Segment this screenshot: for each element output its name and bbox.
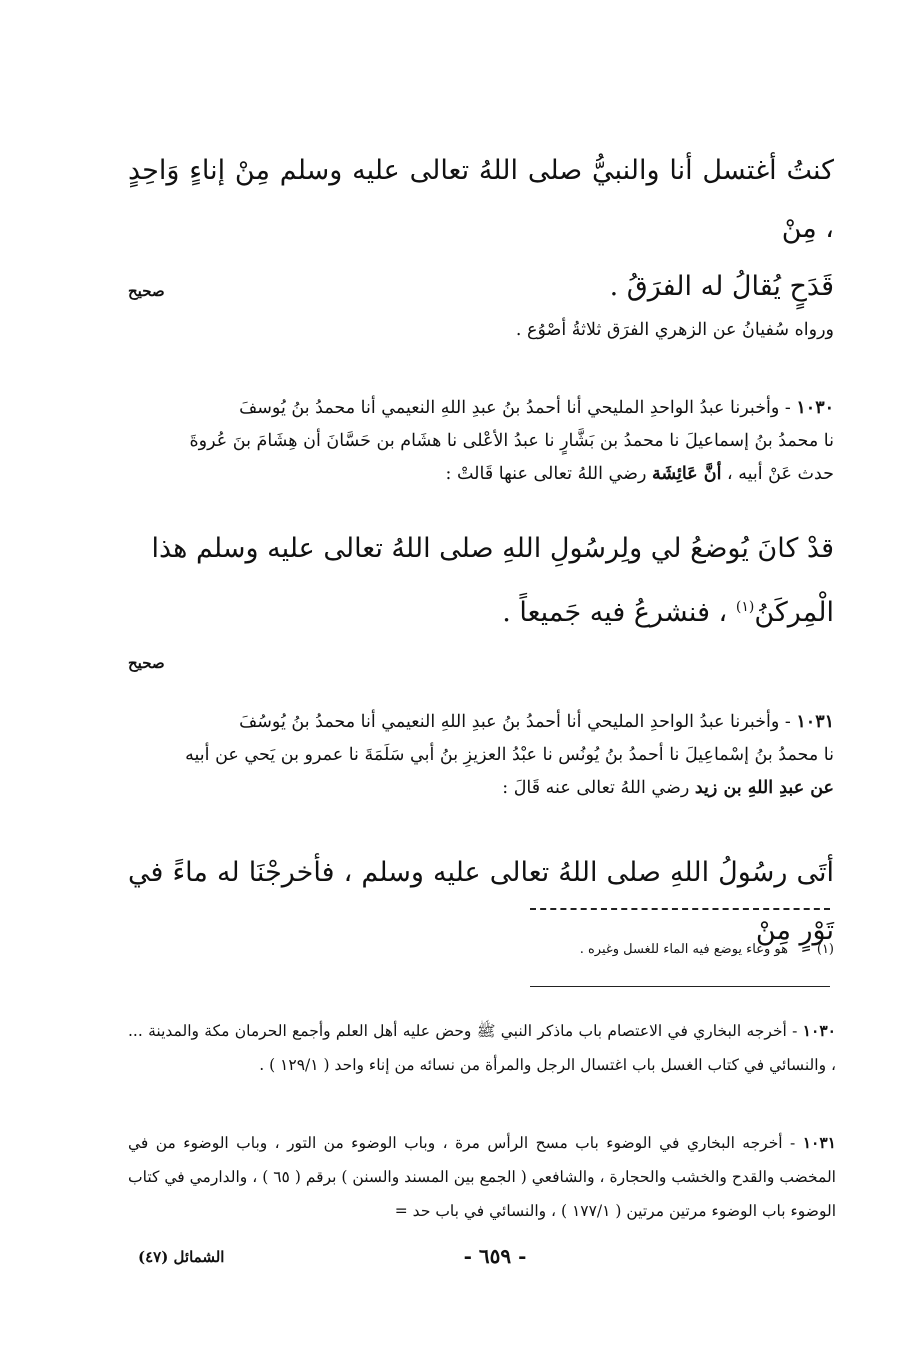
book-title: الشمائل (٤٧) [138, 1248, 225, 1266]
chain-line [128, 706, 834, 739]
footnote-number: (١) [816, 942, 834, 957]
footnote [128, 938, 834, 962]
grade-label: صحيح [128, 654, 165, 672]
takhrij-1031 [128, 1126, 836, 1228]
chain-text: رضي اللهُ تعالى عنه قَالَ : [502, 778, 690, 798]
grade-label: صحيح [128, 282, 165, 300]
chain-line [128, 458, 834, 491]
hadith-word: ، فنشرعُ فيه جَميعاً . [502, 597, 728, 628]
chain-line: نا محمدُ بنُ إسْماعِيلَ نا أحمدُ بنُ يُونُس نا عبْدُ العزيزِ بنُ أبي سَلَمَةَ نا عمرو بن يَحي عن أبيه [185, 745, 834, 765]
chain-text: حدث عَنْ أبيه ، [727, 464, 834, 484]
hadith-text-line: كنتُ أغتسل أنا والنبيُّ صلى اللهُ تعالى عليه وسلم مِنْ إناءٍ وَاحِدٍ ، مِنْ [128, 155, 834, 244]
narrator-name: عن عبدِ اللهِ بن زيد [694, 778, 834, 798]
hadith-number: ١٠٣٠ [796, 398, 834, 418]
takhrij-number: ١٠٣١ [802, 1133, 836, 1152]
footnote-separator [530, 908, 830, 910]
hadith-text-line: أتَى رسُولُ اللهِ صلى اللهُ تعالى عليه وسلم ، فأخرجْنَا له ماءً في تَوْرٍ مِنْ [128, 857, 834, 946]
takhrij-text: - أخرجه البخاري في الوضوء باب مسح الرأس مرة ، وباب الوضوء من التور ، وباب الوضوء من في المخضب والقدح والخشب والحجارة ، والشافعي ( الجمع بين المسند والسنن ) برقم ( ٦٥ ) ، والدارمي في كتاب الوضوء باب الوضوء مرتين مرتين ( ١٧٧/١ ) ، والنسائي في باب حد = [128, 1134, 836, 1220]
hadith-word: الْمِركَنُ [754, 597, 834, 628]
chain-line [128, 392, 834, 425]
footnote-ref: (١) [735, 599, 755, 615]
narrator-name: أنَّ عَائِشَة [651, 464, 722, 484]
footnote-text: هو وعاء يوضع فيه الماء للغسل وغيره . [579, 942, 788, 957]
page-number: - ٦٥٩ - [463, 1244, 527, 1268]
chain-text: - وأخبرنا عبدُ الواحدِ المليحي أنا أحمدُ بنُ عبدِ اللهِ النعيمي أنا محمدُ بنُ يُوسفَ [239, 398, 791, 418]
hadith-1031-chain [128, 706, 834, 805]
chain-line [128, 772, 834, 805]
takhrij-separator [530, 986, 830, 987]
hadith-number: ١٠٣١ [796, 712, 834, 732]
hadith-text-line: قَدَحٍ يُقالُ له الفرَقُ . [609, 271, 834, 302]
takhrij-number: ١٠٣٠ [802, 1021, 836, 1040]
hadith-text-line [128, 578, 834, 642]
hadith-text-line: قدْ كانَ يُوضعُ لي ولِرسُولِ اللهِ صلى اللهُ تعالى عليه وسلم هذا [151, 533, 834, 564]
chain-text: - وأخبرنا عبدُ الواحدِ المليحي أنا أحمدُ بنُ عبدِ اللهِ النعيمي أنا محمدُ بنُ يُوسُفَ [239, 712, 791, 732]
hadith-1030-text [128, 520, 834, 642]
hadith-1030-chain [128, 392, 834, 491]
chain-line: نا محمدُ بنُ إسماعيلَ نا محمدُ بن بَشَّارٍ نا عبدُ الأعْلى نا هشَام بن حَسَّانَ أن هِشَامَ بنَ عُروةَ [189, 431, 834, 451]
takhrij-1030 [128, 1014, 836, 1082]
narration-note: ورواه سُفيانُ عن الزهري الفرَق ثلاثةُ أصْوُع . [515, 320, 834, 340]
takhrij-text: - أخرجه البخاري في الاعتصام باب ماذكر النبي ﷺ وحض عليه أهل العلم وأجمع الحرمان مكة والمدينة ... ، والنسائي في كتاب الغسل باب اغتسال الرجل والمرأة من نسائه من إناء واحد ( ١٢٩/١ ) . [128, 1022, 836, 1074]
chain-text: رضي اللهُ تعالى عنها قَالتْ : [445, 464, 647, 484]
